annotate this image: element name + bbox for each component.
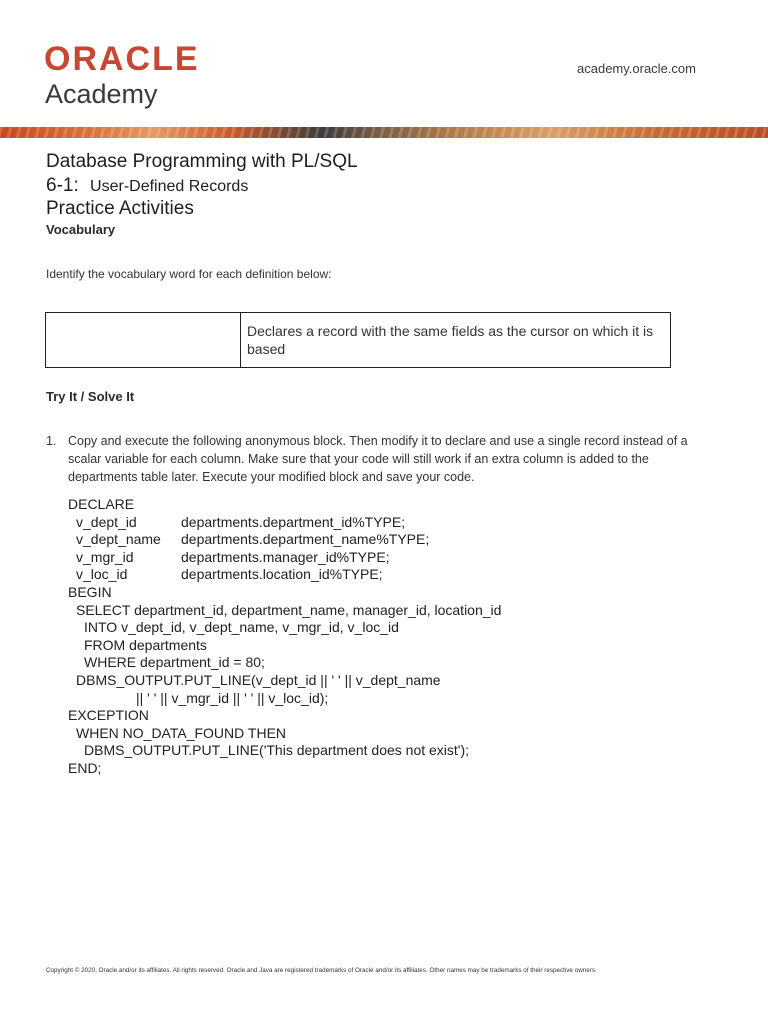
lesson-name: User-Defined Records bbox=[90, 178, 249, 195]
code-line: END; bbox=[68, 759, 102, 776]
vocabulary-definition: Declares a record with the same fields as the cursor on which it is based bbox=[241, 313, 671, 368]
variable-name: v_loc_id bbox=[76, 566, 128, 583]
variable-type: departments.location_id%TYPE; bbox=[181, 566, 383, 583]
code-line: DBMS_OUTPUT.PUT_LINE('This department does not exist'); bbox=[84, 742, 470, 759]
document-type: Practice Activities bbox=[46, 198, 194, 219]
table-row bbox=[46, 313, 671, 368]
code-line: WHERE department_id = 80; bbox=[84, 654, 265, 671]
code-line bbox=[68, 566, 501, 584]
task-text: Copy and execute the following anonymous block. Then modify it to declare and use a single record instead of a scalar variable for each column. Make sure that your code will still work if an extra column is added to the departments table later. Execute your modified block and save your code. bbox=[68, 434, 688, 484]
task-number: 1. bbox=[46, 434, 57, 448]
code-line bbox=[68, 531, 501, 549]
code-block bbox=[68, 496, 501, 778]
variable-name: v_mgr_id bbox=[76, 548, 134, 565]
task-item bbox=[46, 432, 716, 486]
course-title: Database Programming with PL/SQL bbox=[46, 151, 358, 172]
code-line: SELECT department_id, department_name, manager_id, location_id bbox=[76, 601, 502, 618]
decorative-banner bbox=[0, 127, 768, 138]
code-line: BEGIN bbox=[68, 583, 112, 600]
vocabulary-heading: Vocabulary bbox=[46, 222, 116, 237]
code-line bbox=[68, 514, 501, 532]
academy-wordmark: Academy bbox=[45, 79, 158, 109]
variable-name: v_dept_id bbox=[76, 513, 137, 530]
lesson-number: 6-1: bbox=[46, 175, 79, 196]
code-line: WHEN NO_DATA_FOUND THEN bbox=[76, 724, 287, 741]
code-line bbox=[68, 549, 501, 567]
try-it-heading: Try It / Solve It bbox=[46, 389, 135, 404]
variable-name: v_dept_name bbox=[76, 531, 161, 548]
variable-type: departments.department_id%TYPE; bbox=[181, 513, 406, 530]
vocabulary-table bbox=[45, 312, 671, 368]
code-line: || ' ' || v_mgr_id || ' ' || v_loc_id); bbox=[136, 689, 329, 706]
variable-type: departments.department_name%TYPE; bbox=[181, 531, 430, 548]
code-line: INTO v_dept_id, v_dept_name, v_mgr_id, v_loc_id bbox=[84, 619, 399, 636]
code-line: DBMS_OUTPUT.PUT_LINE(v_dept_id || ' ' || v_dept_name bbox=[76, 671, 441, 688]
site-url: academy.oracle.com bbox=[577, 61, 696, 76]
copyright-notice: Copyright © 2020, Oracle and/or its affiliates. All rights reserved. Oracle and Java are registered trademarks of Oracle and/or its affiliates. Other names may be trademarks of their respective owners. bbox=[46, 967, 597, 974]
vocabulary-answer-cell[interactable] bbox=[46, 313, 241, 368]
code-line: DECLARE bbox=[68, 496, 135, 512]
vocabulary-instructions: Identify the vocabulary word for each definition below: bbox=[46, 267, 332, 281]
oracle-logo: ORACLE bbox=[44, 40, 200, 78]
code-line: FROM departments bbox=[84, 636, 207, 653]
lesson-title bbox=[46, 174, 248, 199]
code-line: EXCEPTION bbox=[68, 707, 149, 724]
variable-type: departments.manager_id%TYPE; bbox=[181, 548, 390, 565]
